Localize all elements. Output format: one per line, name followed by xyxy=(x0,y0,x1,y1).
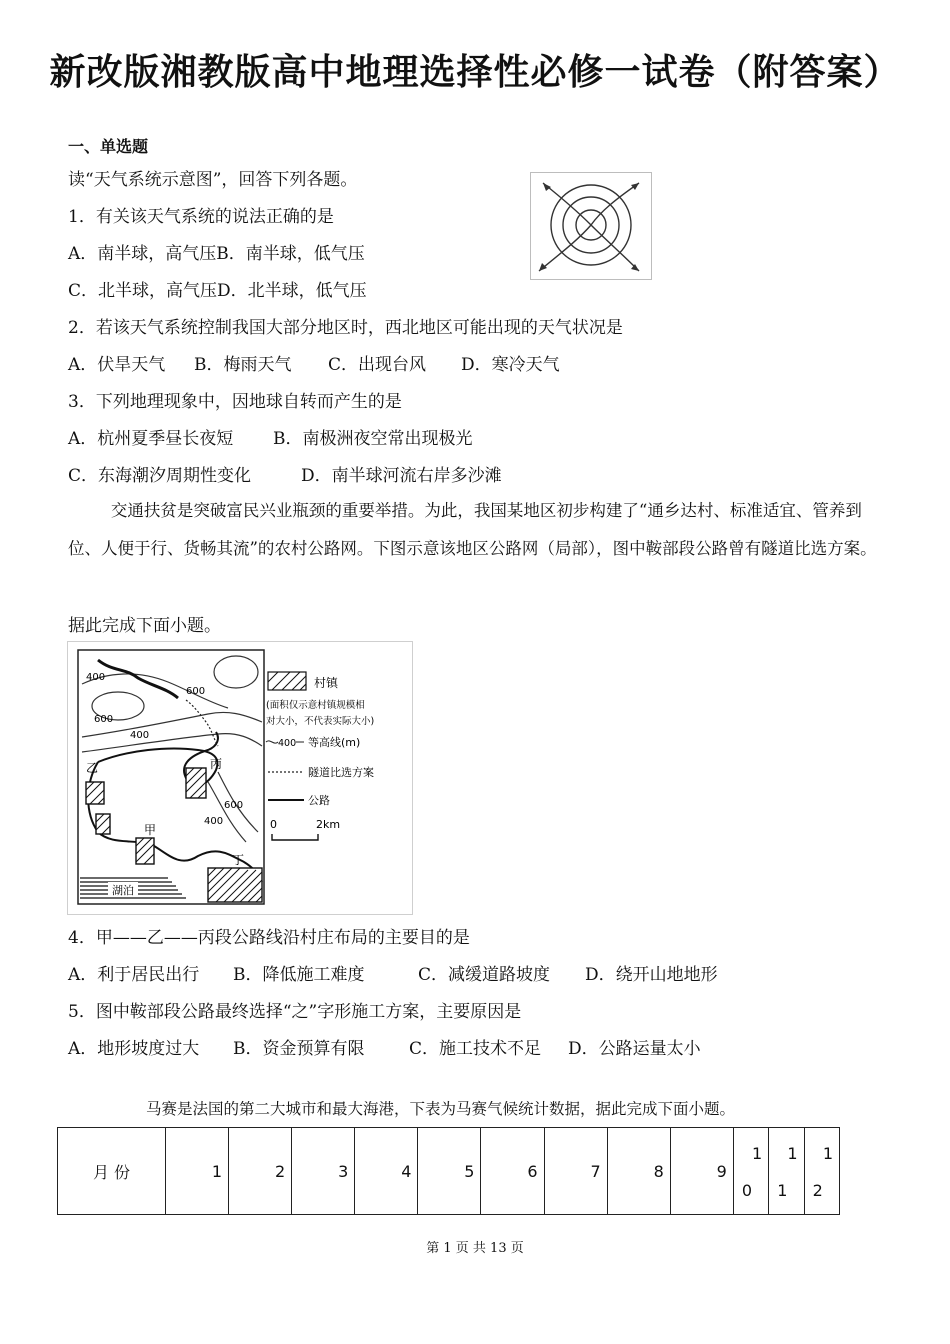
contour-label-400a: 400 xyxy=(86,672,106,683)
legend-village-note-1: (面积仅示意村镇规模相 xyxy=(266,700,365,711)
month-digit-bottom: 0 xyxy=(741,1181,753,1200)
month-digit-bottom: 1 xyxy=(777,1181,788,1200)
intro-weather: 读“天气系统示意图”，回答下列各题。 xyxy=(68,170,358,190)
table-row xyxy=(58,1128,840,1215)
label-bing: 丙 xyxy=(210,757,223,771)
question-5: 5．图中鞍部段公路最终选择“之”字形施工方案，主要原因是 xyxy=(68,1002,522,1022)
q4-option-a: A．利于居民出行 xyxy=(68,965,200,985)
legend-village: 村镇 xyxy=(314,676,339,690)
legend-tunnel: 隧道比选方案 xyxy=(308,766,374,779)
legend-village-note-2: 对大小，不代表实际大小) xyxy=(266,716,375,727)
section-heading: 一、单选题 xyxy=(68,137,149,156)
q2-option-c: C．出现台风 xyxy=(328,355,427,375)
q5-options xyxy=(68,1034,701,1059)
legend-contour-number: 400 xyxy=(278,738,297,749)
passage-road-network: 交通扶贫是突破富民兴业瓶颈的重要举措。为此，我国某地区初步构建了“通乡达村、标准适宜、管养到位、人便于行、货畅其流”的农村公路网。下图示意该地区公路网（局部），图中鞍部段公路曾有隧道比选方案。 xyxy=(68,501,877,558)
month-cell: 1 xyxy=(166,1128,229,1215)
weather-system-figure xyxy=(530,172,652,280)
q3-options-cd xyxy=(68,461,502,486)
month-digit-bottom: 2 xyxy=(812,1181,823,1200)
q3-option-d: D．南半球河流右岸多沙滩 xyxy=(301,466,502,486)
q2-option-b: B．梅雨天气 xyxy=(194,355,292,375)
q5-option-b: B．资金预算有限 xyxy=(233,1039,365,1059)
question-2: 2．若该天气系统控制我国大部分地区时，西北地区可能出现的天气状况是 xyxy=(68,318,623,338)
lake-label: 湖泊 xyxy=(112,884,134,897)
q1-options-cd: C．北半球，高气压D．北半球，低气压 xyxy=(68,281,367,301)
legend-road: 公路 xyxy=(308,794,330,807)
passage-marseille: 马赛是法国的第二大城市和最大海港，下表为马赛气候统计数据，据此完成下面小题。 xyxy=(146,1100,736,1118)
q2-options xyxy=(68,350,560,375)
q4-option-c: C．减缓道路坡度 xyxy=(418,965,551,985)
q4-option-b: B．降低施工难度 xyxy=(233,965,365,985)
month-cell-11 xyxy=(769,1128,804,1215)
q5-option-a: A．地形坡度过大 xyxy=(68,1039,200,1059)
q5-option-c: C．施工技术不足 xyxy=(409,1039,542,1059)
contour-label-600a: 600 xyxy=(94,714,114,725)
month-cell: 7 xyxy=(544,1128,607,1215)
q3-options-ab xyxy=(68,424,473,449)
q1-options-ab: A．南半球，高气压B．南半球，低气压 xyxy=(68,244,365,264)
intro-road: 据此完成下面小题。 xyxy=(68,616,221,636)
q2-option-d: D．寒冷天气 xyxy=(461,355,560,375)
legend-contour: 等高线(m) xyxy=(308,736,361,749)
month-cell: 9 xyxy=(670,1128,733,1215)
scale-2km: 2km xyxy=(316,818,341,831)
contour-label-600c: 600 xyxy=(224,800,244,811)
contour-label-400c: 400 xyxy=(204,816,224,827)
month-cell: 3 xyxy=(292,1128,355,1215)
road-network-map xyxy=(67,641,413,915)
q3-option-b: B．南极洲夜空常出现极光 xyxy=(273,429,473,449)
month-digit-top: 1 xyxy=(822,1144,833,1163)
month-digit-top: 1 xyxy=(752,1144,763,1163)
question-1: 1．有关该天气系统的说法正确的是 xyxy=(68,207,334,227)
climate-table xyxy=(57,1127,840,1215)
question-4: 4．甲——乙——丙段公路线沿村庄布局的主要目的是 xyxy=(68,928,470,948)
page-footer: 第 1 页 共 13 页 xyxy=(426,1241,524,1256)
table-header-month: 月 份 xyxy=(58,1128,166,1215)
month-cell: 5 xyxy=(418,1128,481,1215)
contour-label-600b: 600 xyxy=(186,686,206,697)
month-cell-12 xyxy=(804,1128,839,1215)
scale-zero: 0 xyxy=(270,818,277,831)
label-yi: 乙 xyxy=(86,761,99,775)
contour-label-400b: 400 xyxy=(130,730,150,741)
question-3: 3．下列地理现象中，因地球自转而产生的是 xyxy=(68,392,402,412)
month-digit-top: 1 xyxy=(787,1144,798,1163)
month-cell: 6 xyxy=(481,1128,544,1215)
q4-options xyxy=(68,960,718,985)
page-title: 新改版湘教版高中地理选择性必修一试卷（附答案） xyxy=(49,52,901,93)
label-jia: 甲 xyxy=(144,823,157,837)
month-cell-10 xyxy=(733,1128,768,1215)
q3-option-c: C．东海潮汐周期性变化 xyxy=(68,466,252,486)
q3-option-a: A．杭州夏季昼长夜短 xyxy=(68,429,234,449)
month-cell: 4 xyxy=(355,1128,418,1215)
month-cell: 2 xyxy=(229,1128,292,1215)
label-ding: 丁 xyxy=(232,853,245,867)
q4-option-d: D．绕开山地地形 xyxy=(585,965,718,985)
q5-option-d: D．公路运量太小 xyxy=(568,1039,701,1059)
month-cell: 8 xyxy=(607,1128,670,1215)
q2-option-a: A．伏旱天气 xyxy=(68,355,166,375)
